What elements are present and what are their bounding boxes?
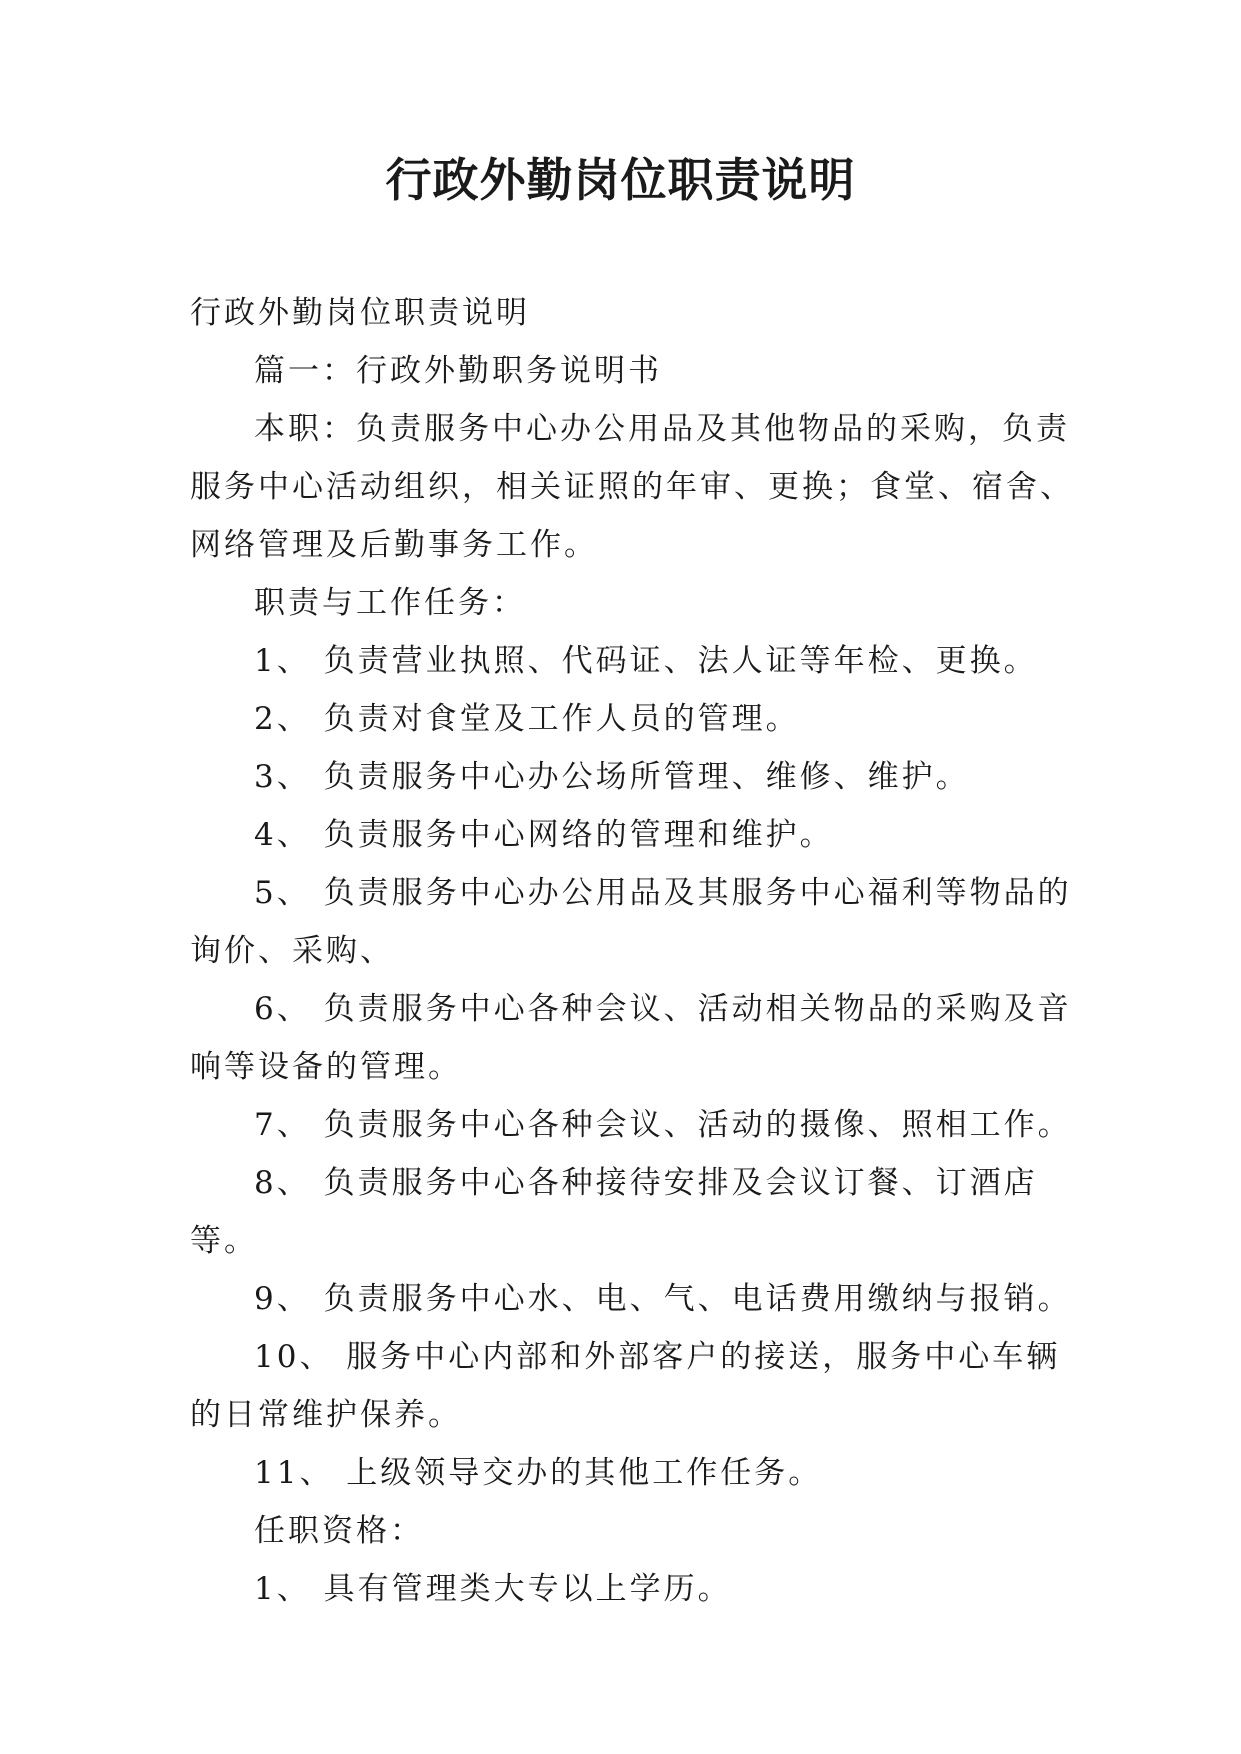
list-item-duty-11: 11、 上级领导交办的其他工作任务。 <box>254 1455 823 1491</box>
list-item-duty-7: 7、 负责服务中心各种会议、活动的摄像、照相工作。 <box>254 1107 1072 1143</box>
list-item-duty-8: 8、 负责服务中心各种接待安排及会议订餐、订酒店等。 <box>190 1165 1038 1259</box>
list-item-duty-2: 2、 负责对食堂及工作人员的管理。 <box>254 701 800 737</box>
list-item-duty-10: 10、 服务中心内部和外部客户的接送，服务中心车辆的日常维护保养。 <box>190 1339 1061 1433</box>
list-item-duty-1: 1、 负责营业执照、代码证、法人证等年检、更换。 <box>254 643 1038 679</box>
list-item-duty-9: 9、 负责服务中心水、电、气、电话费用缴纳与报销。 <box>254 1281 1072 1317</box>
list-item-duty-3: 3、 负责服务中心办公场所管理、维修、维护。 <box>254 759 970 795</box>
paragraph-duties-heading: 职责与工作任务： <box>254 585 526 621</box>
list-item-duty-4: 4、 负责服务中心网络的管理和维护。 <box>254 817 834 853</box>
list-item-qualification-1: 1、 具有管理类大专以上学历。 <box>254 1571 732 1607</box>
list-item-duty-6: 6、 负责服务中心各种会议、活动相关物品的采购及音响等设备的管理。 <box>190 991 1072 1085</box>
list-item-duty-5: 5、 负责服务中心办公用品及其服务中心福利等物品的询价、采购、 <box>190 875 1072 969</box>
paragraph-qualifications-heading: 任职资格： <box>254 1513 424 1549</box>
page-title: 行政外勤岗位职责说明 <box>385 153 856 207</box>
paragraph-summary: 本职：负责服务中心办公用品及其他物品的采购，负责服务中心活动组织，相关证照的年审、更换；食堂、宿舍、网络管理及后勤事务工作。 <box>190 411 1074 563</box>
paragraph-section-heading: 篇一：行政外勤职务说明书 <box>254 353 662 389</box>
document-body <box>190 284 1090 1618</box>
paragraph-subtitle: 行政外勤岗位职责说明 <box>190 295 530 331</box>
